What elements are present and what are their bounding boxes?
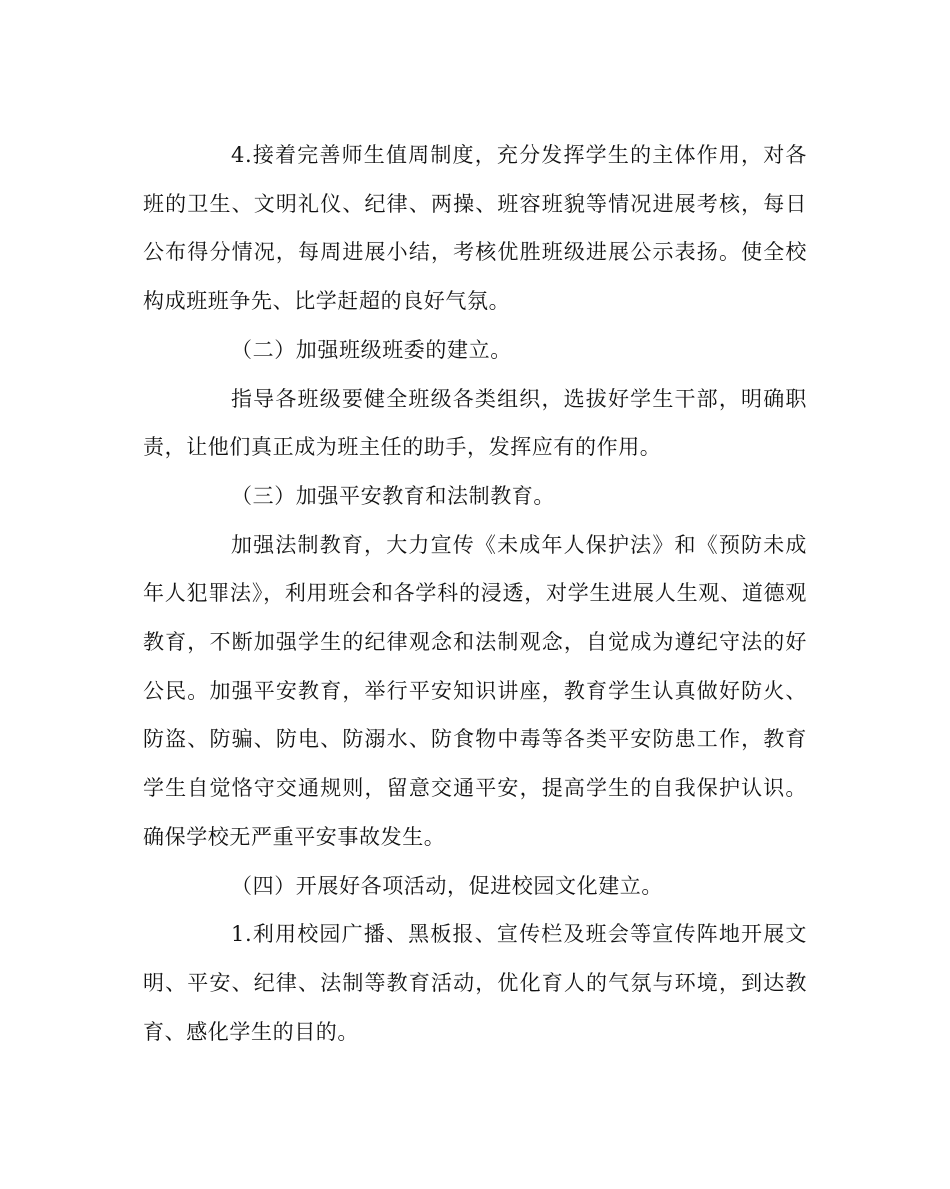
paragraph-class-committee: 指导各班级要健全班级各类组织，选拔好学生干部，明确职责，让他们真正成为班主任的助手，发挥应有的作用。	[143, 386, 807, 460]
document-body	[143, 131, 807, 1056]
heading-safety-law-education: （三）加强平安教育和法制教育。	[231, 483, 555, 508]
paragraph-duty-system: 4.接着完善师生值周制度，充分发挥学生的主体作用，对各班的卫生、文明礼仪、纪律、两操、班容班貌等情况进展考核，每日公布得分情况，每周进展小结，考核优胜班级进展公示表扬。使全校构成班班争先、比学赶超的良好气氛。	[143, 143, 807, 314]
heading-campus-activities: （四）开展好各项活动，促进校园文化建立。	[231, 873, 663, 898]
paragraph-campus-broadcast: 1.利用校园广播、黑板报、宣传栏及班会等宣传阵地开展文明、平安、纪律、法制等教育活动，优化育人的气氛与环境，到达教育、感化学生的目的。	[143, 922, 807, 1044]
paragraph-safety-law-education: 加强法制教育，大力宣传《未成年人保护法》和《预防未成年人犯罪法》，利用班会和各学科的浸透，对学生进展人生观、道德观教育，不断加强学生的纪律观念和法制观念，自觉成为遵纪守法的好公民。加强平安教育，举行平安知识讲座，教育学生认真做好防火、防盗、防骗、防电、防溺水、防食物中毒等各类平安防患工作，教育学生自觉恪守交通规则，留意交通平安，提高学生的自我保护认识。确保学校无严重平安事故发生。	[143, 532, 807, 849]
heading-class-committee: （二）加强班级班委的建立。	[231, 337, 512, 362]
